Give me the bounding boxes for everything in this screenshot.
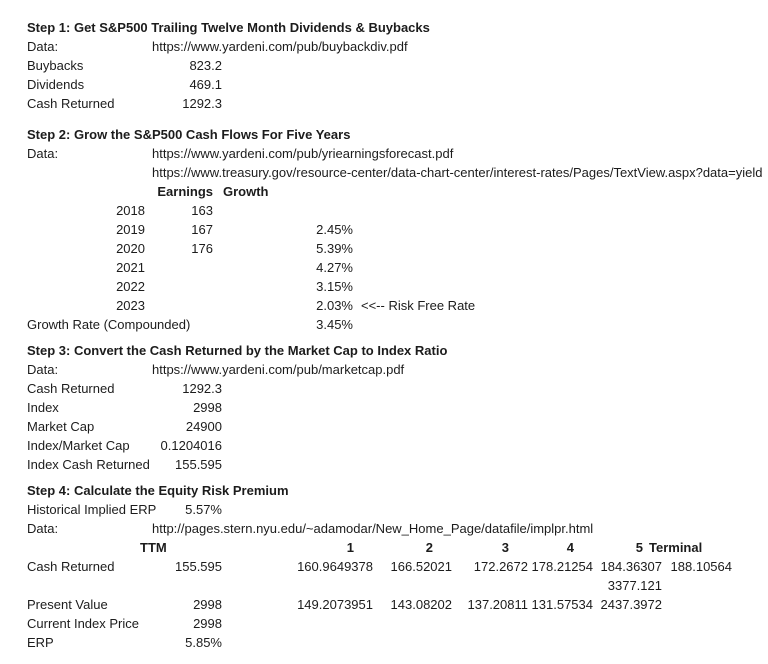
growth-2023: 2.03%: [316, 298, 353, 313]
year-2022: 2022: [116, 279, 145, 294]
index-cash-returned-label: Index Cash Returned: [27, 457, 150, 472]
market-cap-label: Market Cap: [27, 419, 95, 434]
cash-returned-label: Cash Returned: [27, 96, 115, 111]
step2-earnings-url: https://www.yardeni.com/pub/yriearningsforecast.pdf: [152, 146, 454, 161]
step4-section: [27, 481, 768, 652]
growth-2019: 2.45%: [316, 222, 353, 237]
ttm-column-header: TTM: [140, 540, 167, 555]
present-value-y1: 149.2073951: [297, 597, 373, 612]
year-2023: 2023: [116, 298, 145, 313]
step2-data-label: Data:: [27, 146, 59, 161]
cash-returned-projection-row: [27, 557, 768, 576]
cash-returned-value: 1292.3: [182, 96, 222, 111]
table-row: [27, 220, 768, 239]
historical-erp-label: Historical Implied ERP: [27, 502, 157, 517]
present-value-y5: 2437.3972: [600, 597, 662, 612]
table-row: [27, 75, 768, 94]
year2-column-header: 2: [425, 540, 433, 555]
step1-source-url: https://www.yardeni.com/pub/buybackdiv.pdf: [152, 39, 408, 54]
step2-treasury-url: https://www.treasury.gov/resource-center/data-chart-center/interest-rates/Pages/TextView.aspx?data=yield: [152, 165, 763, 180]
cash-returned-y2: 166.52021: [390, 559, 452, 574]
index-cash-returned-value: 155.595: [175, 457, 222, 472]
step3-source-url: https://www.yardeni.com/pub/marketcap.pdf: [152, 362, 405, 377]
table-row: [27, 277, 768, 296]
terminal-column-header: Terminal: [649, 540, 703, 555]
step1-title: Step 1: Get S&P500 Trailing Twelve Month Dividends & Buybacks: [27, 20, 430, 35]
section-spacer: [27, 334, 768, 341]
year-2019: 2019: [116, 222, 145, 237]
index-market-cap-label: Index/Market Cap: [27, 438, 130, 453]
index-market-cap-value: 0.1204016: [160, 438, 222, 453]
growth-2022: 3.15%: [316, 279, 353, 294]
step4-header-row: [27, 538, 768, 557]
earnings-2019: 167: [191, 222, 213, 237]
cash-returned-terminal: 188.10564: [670, 559, 732, 574]
section-spacer: [27, 113, 768, 125]
present-value-label: Present Value: [27, 597, 108, 612]
growth-rate-row: [27, 315, 768, 334]
table-row: [27, 455, 768, 474]
growth-2020: 5.39%: [316, 241, 353, 256]
step3-cash-returned-value: 1292.3: [182, 381, 222, 396]
cash-returned-y4: 178.21254: [531, 559, 593, 574]
step3-data-label: Data:: [27, 362, 59, 377]
earnings-column-header: Earnings: [157, 184, 213, 199]
cash-returned-y5: 184.36307: [600, 559, 662, 574]
section-spacer: [27, 474, 768, 481]
dividends-value: 469.1: [189, 77, 222, 92]
table-row: [27, 417, 768, 436]
earnings-2018: 163: [191, 203, 213, 218]
growth-rate-label: Growth Rate (Compounded): [27, 317, 191, 332]
table-row: [27, 94, 768, 113]
index-value: 2998: [193, 400, 222, 415]
table-row: [27, 379, 768, 398]
market-cap-value: 24900: [185, 419, 222, 434]
year1-column-header: 1: [346, 540, 354, 555]
step4-source-url: http://pages.stern.nyu.edu/~adamodar/New_Home_Page/datafile/implpr.html: [152, 521, 594, 536]
buybacks-label: Buybacks: [27, 58, 84, 73]
year4-column-header: 4: [566, 540, 574, 555]
step2-title: Step 2: Grow the S&P500 Cash Flows For Five Years: [27, 127, 351, 142]
historical-erp-row: [27, 500, 768, 519]
year-2018: 2018: [116, 203, 145, 218]
step2-header-row: [27, 182, 768, 201]
step1-data-label: Data:: [27, 39, 59, 54]
table-row: [27, 398, 768, 417]
earnings-2020: 176: [191, 241, 213, 256]
growth-column-header: Growth: [223, 184, 269, 199]
year5-column-header: 5: [635, 540, 643, 555]
present-value-row: [27, 595, 768, 614]
table-row: [27, 296, 768, 315]
cash-returned-y1: 160.9649378: [297, 559, 373, 574]
table-row: [27, 258, 768, 277]
step3-section: [27, 341, 768, 474]
terminal-total-row: [27, 576, 768, 595]
year3-column-header: 3: [501, 540, 509, 555]
step4-cash-returned-label: Cash Returned: [27, 559, 115, 574]
erp-value: 5.85%: [185, 635, 222, 650]
terminal-total-value: 3377.121: [607, 578, 662, 593]
growth-rate-value: 3.45%: [316, 317, 353, 332]
step2-section: [27, 125, 768, 334]
erp-result-row: [27, 633, 768, 652]
buybacks-value: 823.2: [189, 58, 222, 73]
present-value-y3: 137.20811: [467, 597, 528, 612]
table-row: [27, 436, 768, 455]
present-value-ttm: 2998: [193, 597, 222, 612]
year-2020: 2020: [116, 241, 145, 256]
risk-free-rate-note: <<-- Risk Free Rate: [361, 298, 476, 313]
step1-section: [27, 18, 768, 113]
table-row: [27, 56, 768, 75]
dividends-label: Dividends: [27, 77, 85, 92]
step4-data-label: Data:: [27, 521, 59, 536]
erp-label: ERP: [27, 635, 54, 650]
cash-returned-ttm: 155.595: [175, 559, 222, 574]
current-index-price-row: [27, 614, 768, 633]
cash-returned-y3: 172.2672: [473, 559, 528, 574]
growth-2021: 4.27%: [316, 260, 353, 275]
current-index-price-label: Current Index Price: [27, 616, 139, 631]
index-label: Index: [27, 400, 59, 415]
present-value-y4: 131.57534: [531, 597, 593, 612]
step3-cash-returned-label: Cash Returned: [27, 381, 115, 396]
historical-erp-value: 5.57%: [185, 502, 222, 517]
current-index-price-value: 2998: [193, 616, 222, 631]
step4-title: Step 4: Calculate the Equity Risk Premium: [27, 483, 289, 498]
year-2021: 2021: [116, 260, 145, 275]
present-value-y2: 143.08202: [390, 597, 452, 612]
table-row: [27, 239, 768, 258]
table-row: [27, 201, 768, 220]
step3-title: Step 3: Convert the Cash Returned by the Market Cap to Index Ratio: [27, 343, 448, 358]
